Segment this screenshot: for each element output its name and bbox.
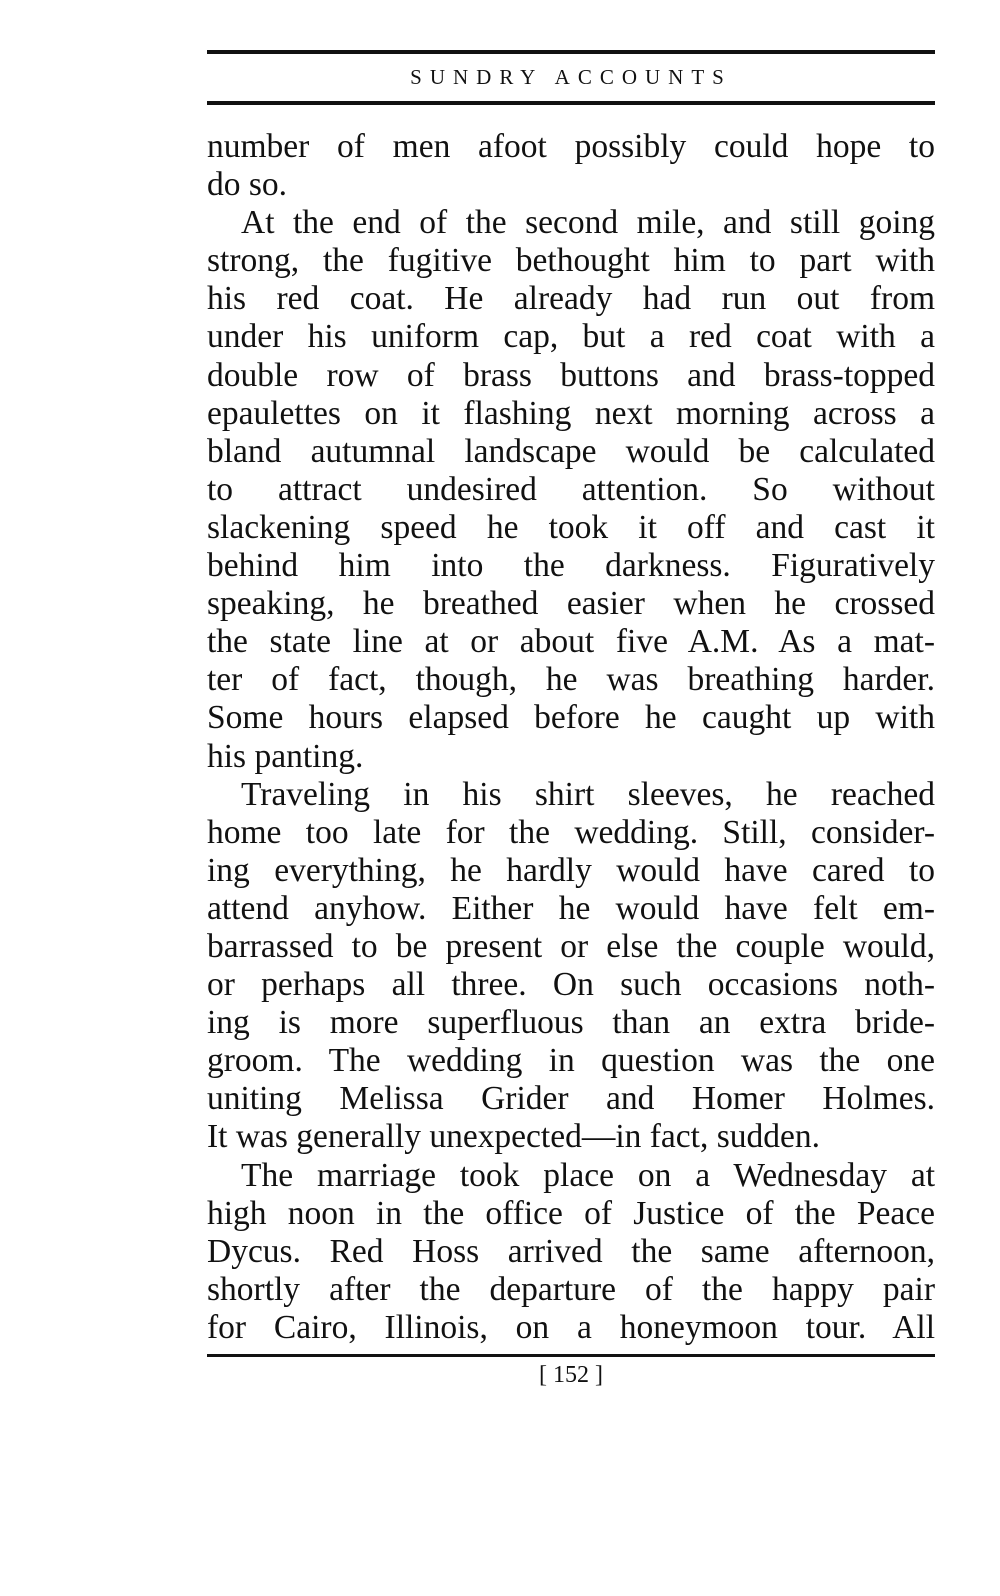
text-line: speaking, he breathed easier when he crossed [207,585,935,623]
text-line: At the end of the second mile, and still going [241,204,935,242]
text-line: the state line at or about five A.M. As a mat- [207,623,935,661]
text-line: double row of brass buttons and brass-topped [207,356,935,394]
footer-rule [207,1354,935,1357]
text-line: uniting Melissa Grider and Homer Holmes. [207,1080,935,1118]
text-line: shortly after the departure of the happy pair [207,1270,935,1308]
text-line: behind him into the darkness. Figuratively [207,547,935,585]
text-line: strong, the fugitive bethought him to part with [207,242,935,280]
text-line: barrassed to be present or else the couple would, [207,927,935,965]
body-text [207,128,935,1347]
text-line: do so. [207,166,288,204]
text-line: groom. The wedding in question was the one [207,1042,935,1080]
text-line: ing is more superfluous than an extra bride- [207,1004,935,1042]
running-head: SUNDRY ACCOUNTS [410,65,732,89]
text-line: for Cairo, Illinois, on a honeymoon tour. All [207,1308,935,1346]
text-line: epaulettes on it flashing next morning across a [207,394,935,432]
text-line: ter of fact, though, he was breathing harder. [207,661,935,699]
text-line: It was generally unexpected—in fact, sudden. [207,1118,821,1156]
page-number: [ 152 ] [539,1362,603,1388]
header-top-rule [207,50,935,54]
text-line: home too late for the wedding. Still, consider- [207,813,935,851]
header-bottom-rule [207,101,935,105]
text-line: to attract undesired attention. So without [207,470,935,508]
text-line: attend anyhow. Either he would have felt em- [207,889,935,927]
text-line: or perhaps all three. On such occasions noth- [207,966,935,1004]
text-line: The marriage took place on a Wednesday at [241,1156,935,1194]
text-line: number of men afoot possibly could hope to [207,128,935,165]
text-line: Dycus. Red Hoss arrived the same afternoon, [207,1232,935,1270]
text-line: Traveling in his shirt sleeves, he reached [241,775,935,813]
text-line: under his uniform cap, but a red coat with a [207,318,935,356]
text-line: his panting. [207,737,364,775]
text-line: ing everything, he hardly would have cared to [207,851,935,889]
text-line: high noon in the office of Justice of the Peace [207,1194,935,1232]
text-line: bland autumnal landscape would be calculated [207,432,935,470]
text-line: Some hours elapsed before he caught up with [207,699,935,737]
text-line: his red coat. He already had run out from [207,280,935,318]
text-line: slackening speed he took it off and cast it [207,508,935,546]
